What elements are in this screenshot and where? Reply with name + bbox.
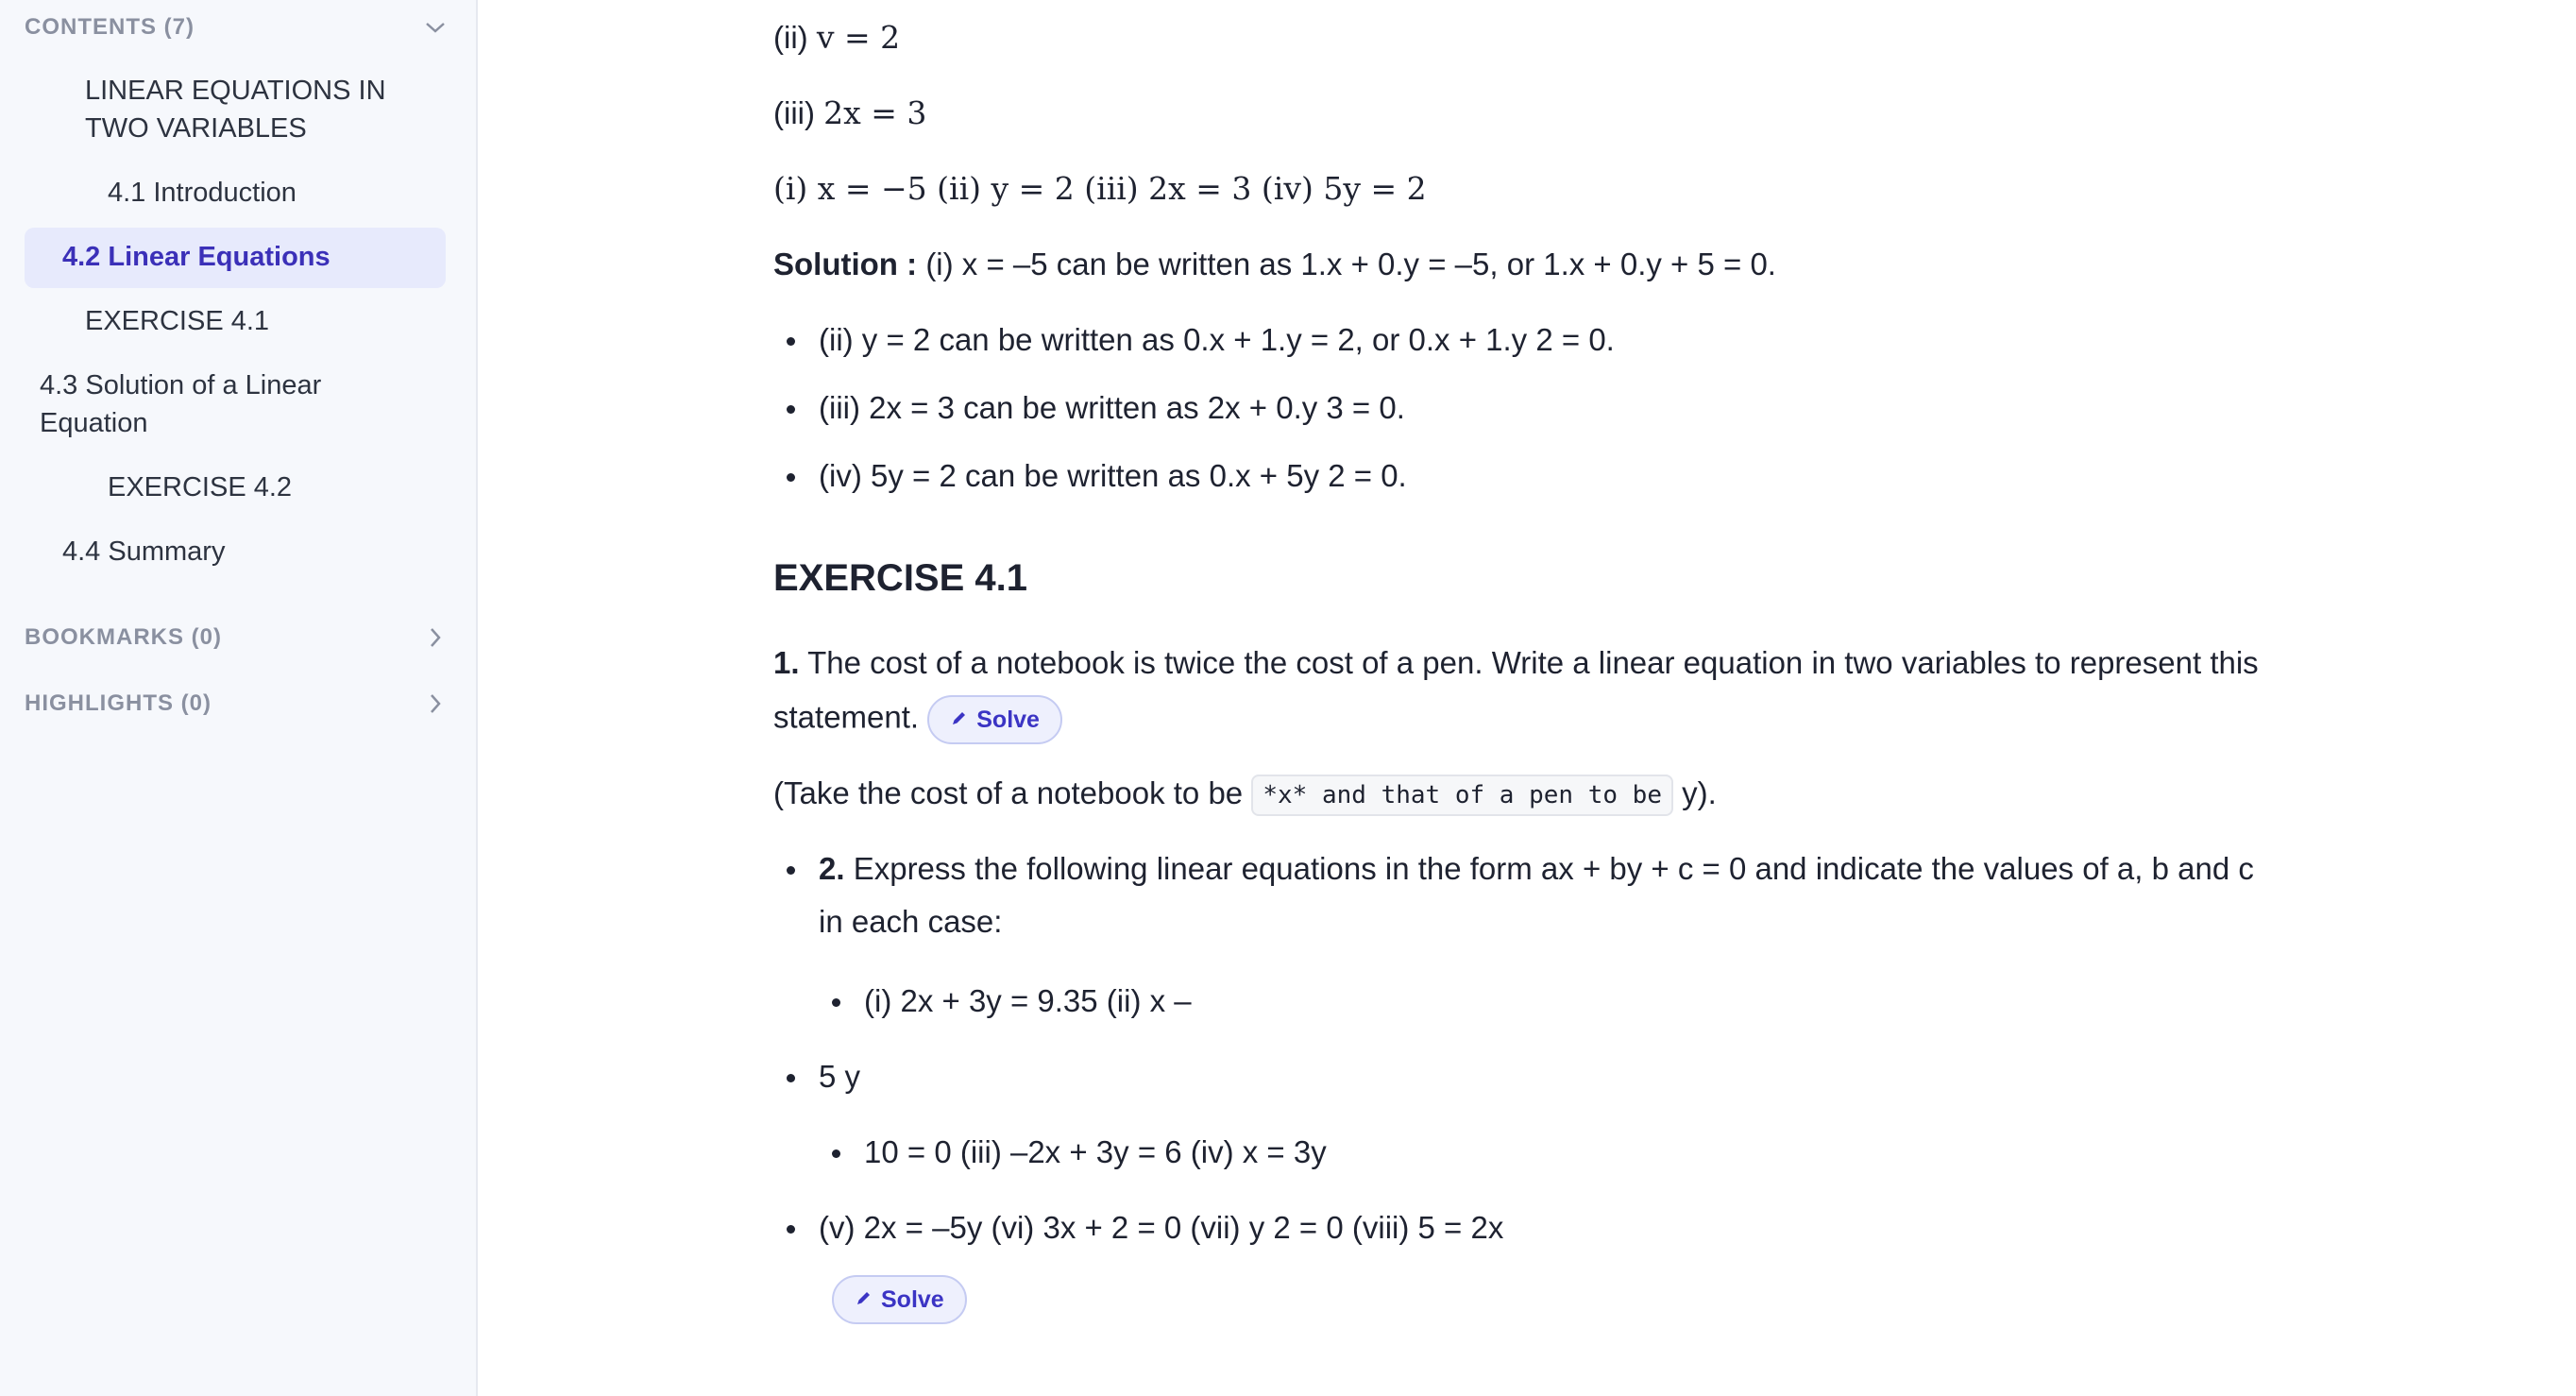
reader-main [478, 0, 2576, 1396]
bullet [787, 473, 795, 482]
highlights-header: HIGHLIGHTS (0) [25, 690, 212, 716]
inline-code: *x* and that of a pen to be [1251, 775, 1673, 816]
take-note [773, 773, 1717, 816]
note-text: y). [1682, 775, 1717, 810]
question-text: Express the following linear equations in the form ax + by + c = 0 and indicate the values of a, b and c [853, 851, 2254, 886]
question-2-subitem: (i) 2x + 3y = 9.35 (ii) x – [864, 983, 1192, 1018]
solve-label: Solve [976, 707, 1040, 733]
bullet [787, 337, 795, 346]
pencil-icon [855, 1279, 873, 1320]
question-1-line-2 [773, 695, 1062, 744]
solution-label: Solution : [773, 247, 918, 281]
question-text: statement. [773, 699, 920, 735]
exercise-heading: EXERCISE 4.1 [773, 557, 1028, 599]
question-number: 1. [773, 645, 800, 680]
sidebar [0, 0, 478, 1396]
toc-item-exercise-4-1[interactable]: EXERCISE 4.1 [85, 306, 270, 336]
contents-section-toggle[interactable] [25, 13, 449, 42]
toc-item-exercise-4-2[interactable]: EXERCISE 4.2 [108, 472, 293, 502]
solve-button[interactable] [832, 1275, 967, 1324]
contents-header: CONTENTS (7) [25, 14, 195, 40]
bullet [787, 1225, 795, 1234]
chevron-right-icon [421, 623, 449, 652]
solution-bullet: (ii) y = 2 can be written as 0.x + 1.y = 2, or 0.x + 1.y 2 = 0. [819, 322, 1615, 357]
solution-text: (i) x = –5 can be written as 1.x + 0.y = –5, or 1.x + 0.y + 5 = 0. [925, 247, 1776, 281]
bullet [787, 405, 795, 414]
question-2-item: 5 y [819, 1059, 861, 1094]
note-text: (Take the cost of a notebook to be [773, 775, 1244, 810]
solve-row [832, 1275, 967, 1324]
highlights-section-toggle[interactable] [25, 689, 449, 718]
toc-item-chapter[interactable]: LINEAR EQUATIONS IN TWO VARIABLES [85, 76, 386, 144]
question-2-subitem: 10 = 0 (iii) –2x + 3y = 6 (iv) x = 3y [864, 1134, 1327, 1169]
bookmarks-section-toggle[interactable] [25, 623, 449, 652]
chevron-right-icon [421, 689, 449, 718]
equation-prefix: (ii) [773, 20, 808, 55]
toc-item-summary[interactable]: 4.4 Summary [62, 536, 226, 567]
toc-item-introduction[interactable]: 4.1 Introduction [108, 178, 297, 208]
equation-math: 2x = 3 [823, 94, 927, 131]
question-2-line-1 [819, 848, 2254, 890]
bullet [832, 1149, 840, 1158]
question-text: The cost of a notebook is twice the cost of a pen. Write a linear equation in two variables to represent this [807, 645, 2259, 680]
question-2-line-2: in each case: [819, 904, 1003, 939]
chevron-down-icon [421, 13, 449, 42]
pencil-icon [950, 699, 969, 741]
bookmarks-header: BOOKMARKS (0) [25, 624, 222, 650]
equation-line-ii [773, 17, 900, 59]
question-number: 2. [819, 851, 845, 886]
equation-prefix: (iii) [773, 95, 815, 130]
toc-item-linear-equations[interactable]: 4.2 Linear Equations [62, 242, 330, 272]
bullet [787, 1074, 795, 1082]
bullet [787, 866, 795, 875]
solution-bullet: (iv) 5y = 2 can be written as 0.x + 5y 2 = 0. [819, 458, 1407, 493]
equation-line-iii [773, 93, 926, 134]
solve-button[interactable] [927, 695, 1062, 744]
equation-math: v = 2 [816, 19, 901, 56]
solution-paragraph [773, 244, 1776, 285]
question-2-item: (v) 2x = –5y (vi) 3x + 2 = 0 (vii) y 2 = 0 (viii) 5 = 2x [819, 1210, 1504, 1245]
question-1-line-1 [773, 642, 2259, 684]
equation-line-combined: (i) x = −5 (ii) y = 2 (iii) 2x = 3 (iv) 5y = 2 [773, 170, 1427, 207]
solve-label: Solve [881, 1286, 944, 1313]
toc-item-solution[interactable]: 4.3 Solution of a Linear Equation [40, 370, 322, 438]
bullet [832, 998, 840, 1007]
solution-bullet: (iii) 2x = 3 can be written as 2x + 0.y 3 = 0. [819, 390, 1405, 425]
